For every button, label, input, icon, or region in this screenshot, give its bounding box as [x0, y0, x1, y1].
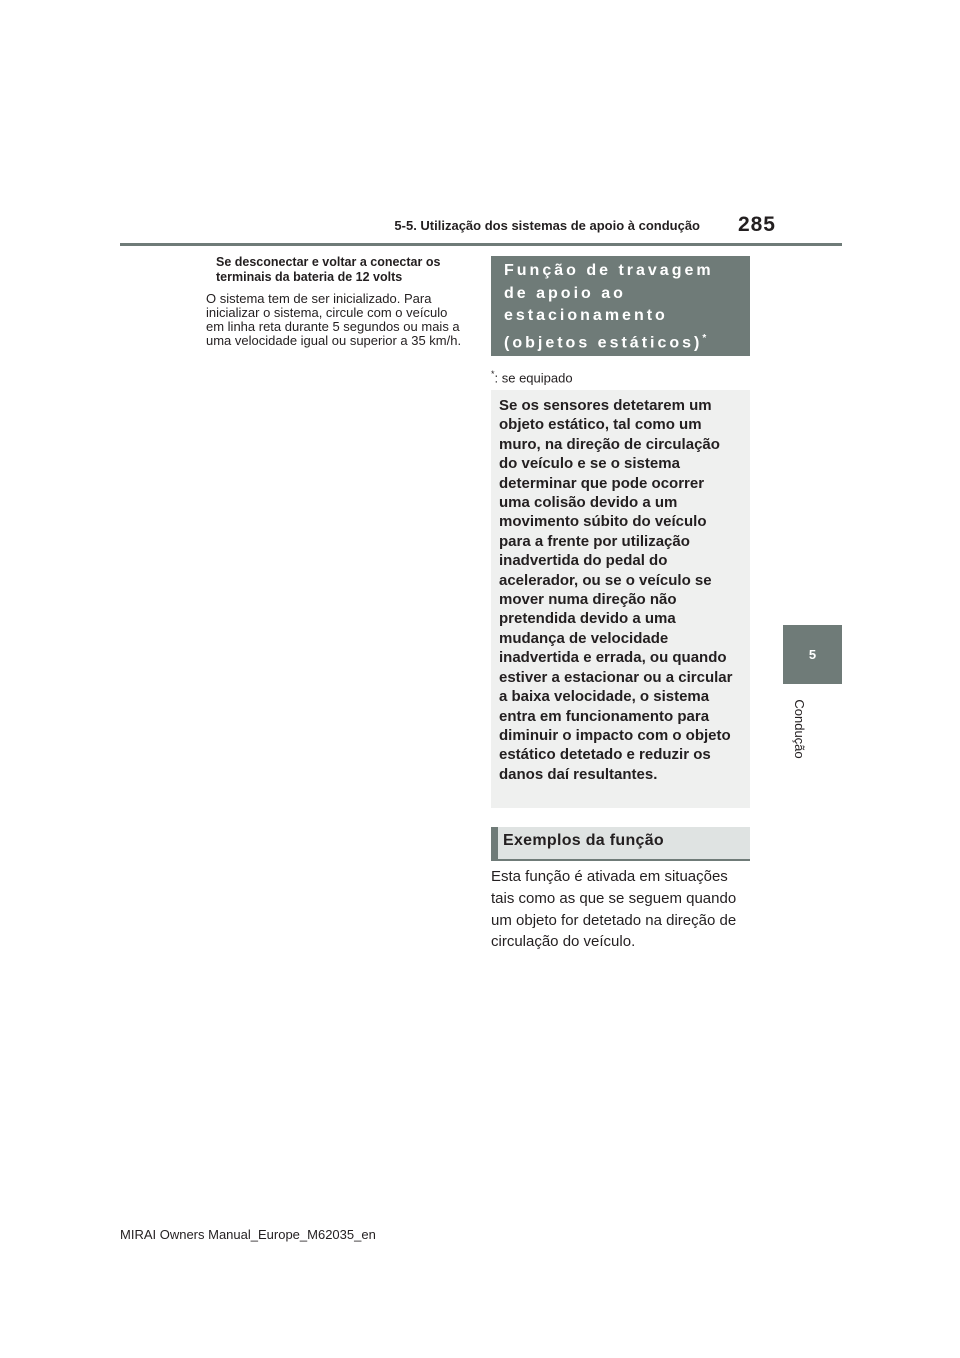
footnote [491, 369, 741, 385]
intro-text: Se os sensores detetarem um objeto estático, tal como um muro, na direção de circulação do veículo e se o sistema determinar que pode ocorrer uma colisão devido a um movimento súbito do veículo para a frente por utilização inadvertida do pedal do acelerador, ou se o veículo se mover numa direção não pretendida devido a uma mudança de velocidade inadvertida e errada, ou quando estiver a estacionar ou a circular a baixa velocidade, o sistema entra em funcionamento para diminuir o impacto com o objeto estático detetado e reduzir os danos daí resultantes. [499, 397, 733, 783]
intro-box [491, 390, 750, 808]
section-heading-box [491, 256, 750, 356]
chapter-number: 5 [808, 647, 817, 662]
footnote-asterisk: * [491, 369, 495, 379]
examples-heading: Exemplos da função [491, 827, 750, 861]
heading-asterisk: * [702, 332, 707, 344]
footnote-text: : se equipado [494, 370, 573, 386]
header-rule [120, 243, 842, 246]
chapter-tab [783, 625, 842, 684]
chapter-label: Condução [792, 699, 807, 759]
examples-text: Esta função é ativada em situações tais como as que se seguem quando um objeto for detetado na direção de circulação do veículo. [491, 868, 737, 951]
section-heading: Função de travagem de apoio ao estacionamento (objetos estáticos) [504, 262, 714, 351]
footer-text: MIRAI Owners Manual_Europe_M62035_en [120, 1227, 376, 1242]
battery-reconnect-heading: Se desconectar e voltar a conectar os terminais da bateria de 12 volts [216, 255, 441, 284]
page-number: 285 [737, 213, 776, 236]
battery-reconnect-text: O sistema tem de ser inicializado. Para inicializar o sistema, circule com o veículo em linha reta durante 5 segundos ou mais a uma velocidade igual ou superior a 35 km/h. [206, 291, 462, 348]
section-title: 5-5. Utilização dos sistemas de apoio à condução [394, 218, 700, 233]
